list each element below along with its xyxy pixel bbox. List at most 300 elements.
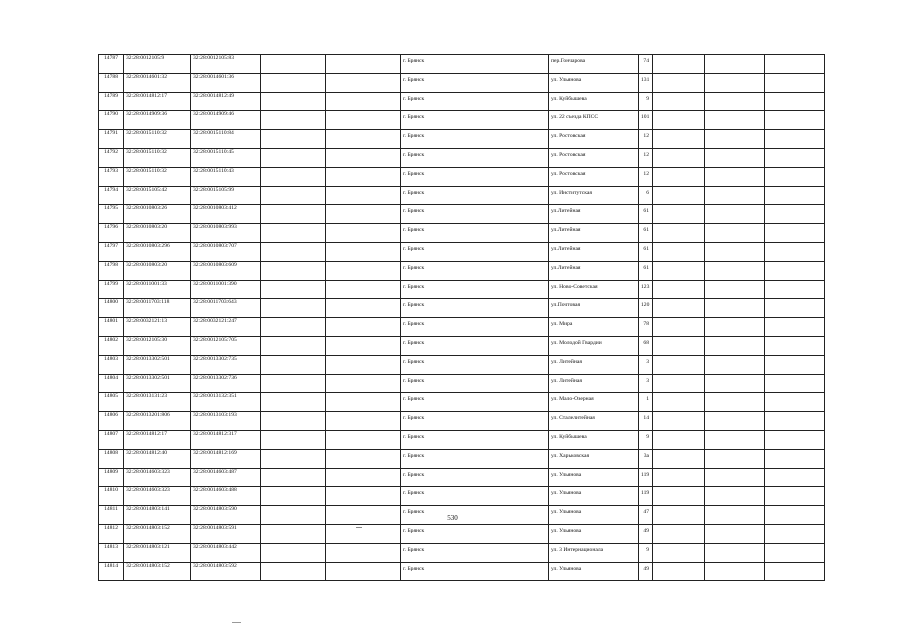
cell-record-number: 14808 xyxy=(99,449,124,468)
cell-empty xyxy=(326,393,401,412)
cell-empty xyxy=(261,430,326,449)
registry-sheet xyxy=(98,54,824,581)
table-row xyxy=(99,92,825,111)
cell-street: ул. Молодой Гвардии xyxy=(549,336,639,355)
cell-empty xyxy=(653,242,705,261)
cell-empty xyxy=(765,299,825,318)
cell-cadastral-number: 32:28:0010803:26 xyxy=(124,205,191,224)
cell-empty xyxy=(705,92,765,111)
cell-empty xyxy=(261,242,326,261)
cell-empty xyxy=(261,543,326,562)
cell-empty xyxy=(765,73,825,92)
cell-cadastral-number-2: 32:28:0014803:592 xyxy=(191,562,261,581)
table-row xyxy=(99,148,825,167)
table-row xyxy=(99,167,825,186)
cell-house-number: 1 xyxy=(639,393,653,412)
cell-empty xyxy=(653,280,705,299)
cell-street: ул. Куйбышева xyxy=(549,92,639,111)
cell-empty xyxy=(765,224,825,243)
cell-street: ул. Мало-Озерная xyxy=(549,393,639,412)
cell-cadastral-number-2: 32:28:0014812:169 xyxy=(191,449,261,468)
registry-rows xyxy=(99,55,825,581)
cell-empty xyxy=(653,393,705,412)
cell-cadastral-number: 32:28:0014803:141 xyxy=(124,506,191,525)
cell-cadastral-number: 32:28:0013131:23 xyxy=(124,393,191,412)
cell-street: ул. Ульянова xyxy=(549,524,639,543)
cell-empty xyxy=(765,186,825,205)
cell-city: г. Брянск xyxy=(401,374,549,393)
cell-house-number: 61 xyxy=(639,205,653,224)
cell-record-number: 14814 xyxy=(99,562,124,581)
cell-street: ул. Ростовская xyxy=(549,130,639,149)
cell-record-number: 14804 xyxy=(99,374,124,393)
cell-city: г. Брянск xyxy=(401,393,549,412)
cell-empty xyxy=(326,336,401,355)
cell-empty xyxy=(765,562,825,581)
cell-cadastral-number: 32:28:0012105:9 xyxy=(124,55,191,74)
cell-empty xyxy=(765,111,825,130)
cell-empty xyxy=(261,524,326,543)
cell-empty xyxy=(705,374,765,393)
cell-empty xyxy=(261,186,326,205)
cell-empty xyxy=(653,524,705,543)
cell-record-number: 14809 xyxy=(99,468,124,487)
cell-empty xyxy=(261,318,326,337)
cell-empty xyxy=(765,430,825,449)
table-row xyxy=(99,336,825,355)
cell-cadastral-number-2: 32:28:0010803:412 xyxy=(191,205,261,224)
cell-cadastral-number-2: 32:28:0014601:36 xyxy=(191,73,261,92)
cell-empty xyxy=(705,167,765,186)
cell-city: г. Брянск xyxy=(401,318,549,337)
cell-empty xyxy=(261,355,326,374)
cell-empty xyxy=(326,261,401,280)
cell-cadastral-number: 32:28:0013302:501 xyxy=(124,355,191,374)
table-row xyxy=(99,562,825,581)
cell-cadastral-number-2: 32:28:0014812:49 xyxy=(191,92,261,111)
cell-city: г. Брянск xyxy=(401,562,549,581)
cell-empty xyxy=(765,393,825,412)
cell-empty xyxy=(765,55,825,74)
cell-cadastral-number: 32:28:0014803:152 xyxy=(124,562,191,581)
cell-street: ул.Литейная xyxy=(549,224,639,243)
cell-cadastral-number-2: 32:28:0015110:43 xyxy=(191,167,261,186)
cell-cadastral-number-2: 32:28:0013302:736 xyxy=(191,374,261,393)
cell-empty xyxy=(261,562,326,581)
cell-empty xyxy=(653,430,705,449)
cell-record-number: 14789 xyxy=(99,92,124,111)
cell-empty xyxy=(261,280,326,299)
cell-city: г. Брянск xyxy=(401,506,549,525)
cell-empty xyxy=(261,111,326,130)
cell-street: ул. Литейная xyxy=(549,355,639,374)
cell-street: ул. Мира xyxy=(549,318,639,337)
cell-street: ул. Ульянова xyxy=(549,487,639,506)
cell-street: пер.Гончарова xyxy=(549,55,639,74)
cell-house-number: 12 xyxy=(639,148,653,167)
cell-city: г. Брянск xyxy=(401,449,549,468)
cell-record-number: 14790 xyxy=(99,111,124,130)
cell-cadastral-number: 32:28:0013302:501 xyxy=(124,374,191,393)
table-row xyxy=(99,186,825,205)
table-row xyxy=(99,242,825,261)
cell-empty xyxy=(705,242,765,261)
cell-cadastral-number-2: 32:28:0014603:488 xyxy=(191,487,261,506)
cell-house-number: 61 xyxy=(639,224,653,243)
cell-street: ул. Ново-Советская xyxy=(549,280,639,299)
cell-empty xyxy=(261,393,326,412)
cell-empty xyxy=(326,562,401,581)
cell-house-number: 9 xyxy=(639,543,653,562)
cell-empty xyxy=(765,242,825,261)
table-row xyxy=(99,318,825,337)
cell-empty xyxy=(705,186,765,205)
cell-house-number: 47 xyxy=(639,506,653,525)
cell-cadastral-number-2: 32:28:0015105:99 xyxy=(191,186,261,205)
cell-empty xyxy=(326,55,401,74)
cell-cadastral-number-2: 32:28:0012105:705 xyxy=(191,336,261,355)
cell-empty xyxy=(261,148,326,167)
cell-empty xyxy=(653,412,705,431)
cell-city: г. Брянск xyxy=(401,280,549,299)
cell-record-number: 14800 xyxy=(99,299,124,318)
cell-record-number: 14791 xyxy=(99,130,124,149)
table-row xyxy=(99,374,825,393)
cell-empty xyxy=(326,318,401,337)
cell-record-number: 14797 xyxy=(99,242,124,261)
cell-house-number: 9 xyxy=(639,430,653,449)
table-row xyxy=(99,111,825,130)
cell-empty xyxy=(326,280,401,299)
cell-house-number: 3 xyxy=(639,355,653,374)
cell-empty xyxy=(653,355,705,374)
cell-empty xyxy=(326,130,401,149)
cell-empty xyxy=(261,92,326,111)
cell-empty xyxy=(261,487,326,506)
cell-empty xyxy=(705,55,765,74)
cell-empty xyxy=(765,167,825,186)
table-row xyxy=(99,355,825,374)
cell-record-number: 14803 xyxy=(99,355,124,374)
cell-empty xyxy=(653,111,705,130)
cell-cadastral-number-2: 32:28:0014603:487 xyxy=(191,468,261,487)
cell-cadastral-number: 32:28:0010803:20 xyxy=(124,261,191,280)
table-row xyxy=(99,73,825,92)
cell-street: ул. Ульянова xyxy=(549,562,639,581)
registry-table xyxy=(98,54,825,581)
cell-empty xyxy=(653,148,705,167)
scan-mark xyxy=(356,527,362,528)
cell-cadastral-number: 32:28:0015110:32 xyxy=(124,130,191,149)
cell-empty xyxy=(765,205,825,224)
cell-house-number: 12 xyxy=(639,167,653,186)
cell-empty xyxy=(326,487,401,506)
cell-cadastral-number: 32:28:0015105:42 xyxy=(124,186,191,205)
cell-cadastral-number-2: 32:28:0011703:643 xyxy=(191,299,261,318)
cell-cadastral-number: 32:28:0014812:17 xyxy=(124,430,191,449)
cell-empty xyxy=(653,167,705,186)
cell-street: ул. Харьковская xyxy=(549,449,639,468)
cell-empty xyxy=(261,205,326,224)
cell-empty xyxy=(705,393,765,412)
cell-cadastral-number-2: 32:28:0010803:707 xyxy=(191,242,261,261)
cell-street: ул.Литейная xyxy=(549,261,639,280)
cell-record-number: 14787 xyxy=(99,55,124,74)
cell-record-number: 14810 xyxy=(99,487,124,506)
cell-empty xyxy=(653,205,705,224)
cell-empty xyxy=(261,336,326,355)
cell-empty xyxy=(326,430,401,449)
cell-cadastral-number: 32:28:0014803:152 xyxy=(124,524,191,543)
cell-record-number: 14807 xyxy=(99,430,124,449)
cell-cadastral-number: 32:28:0010803:296 xyxy=(124,242,191,261)
table-row xyxy=(99,280,825,299)
table-row xyxy=(99,412,825,431)
cell-cadastral-number-2: 32:28:0014803:590 xyxy=(191,506,261,525)
cell-cadastral-number-2: 32:28:0012105:83 xyxy=(191,55,261,74)
cell-house-number: 49 xyxy=(639,524,653,543)
scan-mark xyxy=(232,622,241,623)
cell-empty xyxy=(326,242,401,261)
cell-empty xyxy=(765,148,825,167)
cell-cadastral-number: 32:28:0011703:118 xyxy=(124,299,191,318)
cell-cadastral-number: 32:28:0014603:323 xyxy=(124,468,191,487)
cell-city: г. Брянск xyxy=(401,111,549,130)
cell-empty xyxy=(261,55,326,74)
cell-empty xyxy=(653,299,705,318)
cell-empty xyxy=(326,543,401,562)
cell-record-number: 14811 xyxy=(99,506,124,525)
cell-empty xyxy=(653,487,705,506)
cell-city: г. Брянск xyxy=(401,167,549,186)
page-number: 530 xyxy=(447,514,458,522)
cell-empty xyxy=(765,280,825,299)
cell-empty xyxy=(326,205,401,224)
table-row xyxy=(99,430,825,449)
cell-street: ул. Институтская xyxy=(549,186,639,205)
cell-house-number: 3а xyxy=(639,449,653,468)
cell-empty xyxy=(705,562,765,581)
cell-empty xyxy=(261,449,326,468)
cell-empty xyxy=(326,449,401,468)
cell-cadastral-number: 32:28:0014812:17 xyxy=(124,92,191,111)
cell-empty xyxy=(261,73,326,92)
cell-city: г. Брянск xyxy=(401,261,549,280)
table-row xyxy=(99,487,825,506)
cell-empty xyxy=(326,73,401,92)
cell-city: г. Брянск xyxy=(401,92,549,111)
cell-empty xyxy=(326,224,401,243)
cell-empty xyxy=(653,449,705,468)
cell-empty xyxy=(765,412,825,431)
cell-empty xyxy=(326,92,401,111)
cell-city: г. Брянск xyxy=(401,355,549,374)
table-row xyxy=(99,524,825,543)
cell-cadastral-number-2: 32:28:0011001:390 xyxy=(191,280,261,299)
cell-empty xyxy=(326,148,401,167)
cell-empty xyxy=(653,562,705,581)
cell-street: ул.Литейная xyxy=(549,205,639,224)
cell-empty xyxy=(326,355,401,374)
cell-cadastral-number-2: 32:28:0013302:735 xyxy=(191,355,261,374)
cell-street: ул. Ульянова xyxy=(549,468,639,487)
table-row xyxy=(99,543,825,562)
cell-empty xyxy=(705,205,765,224)
cell-empty xyxy=(705,430,765,449)
cell-house-number: 49 xyxy=(639,562,653,581)
cell-street: ул. 3 Интернационала xyxy=(549,543,639,562)
cell-empty xyxy=(765,92,825,111)
cell-house-number: 120 xyxy=(639,299,653,318)
cell-empty xyxy=(705,487,765,506)
table-row xyxy=(99,299,825,318)
cell-cadastral-number-2: 32:28:0014812:317 xyxy=(191,430,261,449)
cell-empty xyxy=(765,130,825,149)
cell-cadastral-number-2: 32:28:0032121:247 xyxy=(191,318,261,337)
cell-house-number: 61 xyxy=(639,242,653,261)
cell-house-number: 68 xyxy=(639,336,653,355)
cell-empty xyxy=(705,355,765,374)
cell-cadastral-number: 32:28:0032121:13 xyxy=(124,318,191,337)
cell-empty xyxy=(705,280,765,299)
cell-empty xyxy=(765,318,825,337)
cell-house-number: 74 xyxy=(639,55,653,74)
cell-empty xyxy=(705,412,765,431)
cell-empty xyxy=(765,355,825,374)
cell-cadastral-number: 32:28:0012105:30 xyxy=(124,336,191,355)
table-row xyxy=(99,261,825,280)
cell-record-number: 14812 xyxy=(99,524,124,543)
cell-street: ул.Литейная xyxy=(549,242,639,261)
cell-record-number: 14806 xyxy=(99,412,124,431)
cell-empty xyxy=(653,130,705,149)
cell-empty xyxy=(765,524,825,543)
table-row xyxy=(99,224,825,243)
cell-cadastral-number-2: 32:28:0015110:45 xyxy=(191,148,261,167)
cell-empty xyxy=(705,318,765,337)
cell-empty xyxy=(765,468,825,487)
table-row xyxy=(99,449,825,468)
cell-empty xyxy=(326,299,401,318)
table-row xyxy=(99,130,825,149)
cell-cadastral-number-2: 32:28:0010803:609 xyxy=(191,261,261,280)
cell-empty xyxy=(705,73,765,92)
cell-city: г. Брянск xyxy=(401,412,549,431)
cell-city: г. Брянск xyxy=(401,205,549,224)
cell-house-number: 9 xyxy=(639,92,653,111)
cell-city: г. Брянск xyxy=(401,468,549,487)
cell-record-number: 14795 xyxy=(99,205,124,224)
cell-empty xyxy=(261,224,326,243)
cell-cadastral-number: 32:28:0014812:40 xyxy=(124,449,191,468)
cell-empty xyxy=(326,374,401,393)
cell-empty xyxy=(326,186,401,205)
cell-cadastral-number: 32:28:0011001:33 xyxy=(124,280,191,299)
cell-cadastral-number-2: 32:28:0015110:84 xyxy=(191,130,261,149)
cell-record-number: 14788 xyxy=(99,73,124,92)
cell-cadastral-number: 32:28:0010803:20 xyxy=(124,224,191,243)
cell-cadastral-number: 32:28:0014803:121 xyxy=(124,543,191,562)
cell-empty xyxy=(653,186,705,205)
cell-empty xyxy=(653,374,705,393)
cell-house-number: 119 xyxy=(639,487,653,506)
cell-empty xyxy=(705,336,765,355)
cell-city: г. Брянск xyxy=(401,73,549,92)
cell-empty xyxy=(326,468,401,487)
cell-street: ул. Сталелитейная xyxy=(549,412,639,431)
cell-city: г. Брянск xyxy=(401,186,549,205)
cell-empty xyxy=(705,543,765,562)
cell-empty xyxy=(653,261,705,280)
cell-empty xyxy=(326,524,401,543)
cell-empty xyxy=(765,487,825,506)
cell-cadastral-number: 32:28:0013201:806 xyxy=(124,412,191,431)
cell-record-number: 14792 xyxy=(99,148,124,167)
cell-cadastral-number-2: 32:28:0014803:591 xyxy=(191,524,261,543)
cell-empty xyxy=(765,449,825,468)
cell-house-number: 119 xyxy=(639,468,653,487)
cell-cadastral-number: 32:28:0014909:36 xyxy=(124,111,191,130)
cell-empty xyxy=(765,261,825,280)
cell-city: г. Брянск xyxy=(401,224,549,243)
cell-empty xyxy=(705,261,765,280)
cell-empty xyxy=(765,543,825,562)
cell-record-number: 14805 xyxy=(99,393,124,412)
cell-empty xyxy=(653,468,705,487)
cell-street: ул. Ростовская xyxy=(549,148,639,167)
table-row xyxy=(99,468,825,487)
cell-house-number: 131 xyxy=(639,73,653,92)
cell-city: г. Брянск xyxy=(401,487,549,506)
cell-house-number: 12 xyxy=(639,130,653,149)
cell-street: ул. Ростовская xyxy=(549,167,639,186)
cell-empty xyxy=(326,412,401,431)
table-row xyxy=(99,55,825,74)
cell-house-number: 61 xyxy=(639,261,653,280)
cell-house-number: 78 xyxy=(639,318,653,337)
cell-record-number: 14798 xyxy=(99,261,124,280)
cell-city: г. Брянск xyxy=(401,148,549,167)
cell-house-number: 3 xyxy=(639,374,653,393)
cell-empty xyxy=(653,543,705,562)
cell-empty xyxy=(653,224,705,243)
cell-street: ул. 22 съезда КПСС xyxy=(549,111,639,130)
cell-street: ул. Куйбышева xyxy=(549,430,639,449)
cell-empty xyxy=(705,148,765,167)
cell-empty xyxy=(653,92,705,111)
cell-empty xyxy=(765,336,825,355)
cell-house-number: 14 xyxy=(639,412,653,431)
cell-record-number: 14813 xyxy=(99,543,124,562)
cell-empty xyxy=(705,111,765,130)
cell-empty xyxy=(705,524,765,543)
cell-city: г. Брянск xyxy=(401,55,549,74)
cell-empty xyxy=(261,412,326,431)
cell-cadastral-number-2: 32:28:0010803:993 xyxy=(191,224,261,243)
cell-city: г. Брянск xyxy=(401,130,549,149)
cell-house-number: 6 xyxy=(639,186,653,205)
cell-cadastral-number-2: 32:28:0014803:442 xyxy=(191,543,261,562)
cell-empty xyxy=(765,374,825,393)
cell-empty xyxy=(705,468,765,487)
cell-empty xyxy=(261,167,326,186)
cell-house-number: 101 xyxy=(639,111,653,130)
cell-city: г. Брянск xyxy=(401,336,549,355)
cell-cadastral-number: 32:28:0014603:323 xyxy=(124,487,191,506)
cell-city: г. Брянск xyxy=(401,524,549,543)
cell-street: ул. Литейная xyxy=(549,374,639,393)
cell-empty xyxy=(261,261,326,280)
